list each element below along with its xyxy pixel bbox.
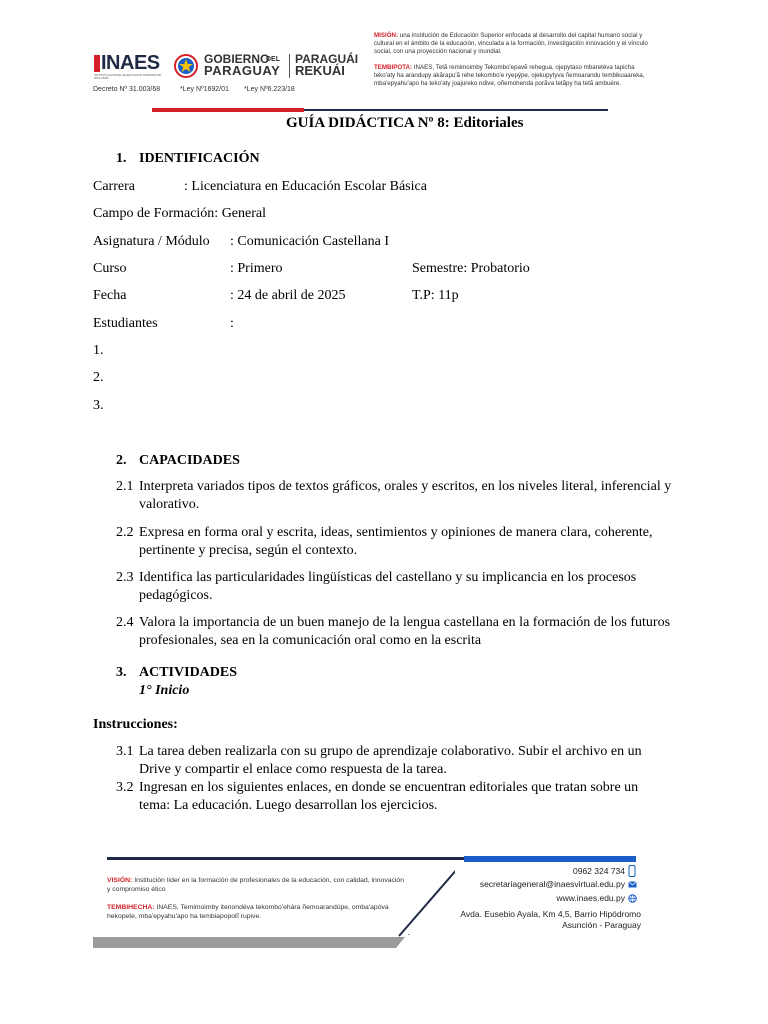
decreto-text: Decreto Nº 31.003/68 — [93, 86, 161, 93]
ley-1692-text: *Ley Nº1692/01 — [180, 86, 229, 93]
footer-gray-bar — [93, 934, 433, 950]
tembihecha-label: TEMBIHECHA: — [107, 904, 155, 911]
asignatura-label: Asignatura / Módulo — [93, 234, 210, 249]
capacidad-number: 2.4 — [116, 615, 134, 630]
carrera-label: Carrera — [93, 179, 135, 194]
contact-phone — [573, 866, 625, 877]
vision-block — [107, 876, 407, 894]
paraguay-text: PARAGUAY — [204, 63, 281, 78]
vision-label: VISIÓN: — [107, 877, 133, 884]
ley-6223-text: *Ley Nº6.223/18 — [244, 86, 295, 93]
globe-icon — [628, 894, 637, 903]
section-3-subtitle: 1° Inicio — [139, 683, 190, 698]
mision-text: una institución de Educación Superior enfocada al desarrollo del capital humano social y cultural en el ámbito de la educación, vinculada a la formación, investigación innovación y el vínculo social, con una proyección nacional y mundial. — [374, 32, 648, 55]
header-rule-navy — [304, 109, 608, 111]
instruccion-text: La tarea deben realizarla con su grupo de aprendizaje colaborativo. Subir el archivo en un Drive y compartir el enlace como respuesta de la tarea. — [139, 744, 642, 777]
asignatura-value: : Comunicación Castellana I — [230, 234, 390, 249]
paraguai-text: PARAGUÁI — [295, 52, 359, 66]
web-link[interactable]: www.inaes.edu.py — [556, 893, 625, 903]
tembipota-label: TEMBIPOTA: — [374, 64, 413, 71]
capacidad-text: Valora la importancia de un buen manejo de la lengua castellana en la formación de los futuros profesionales, sea en la comunicación oral como en la escrita — [139, 615, 671, 648]
address-line-2: Asunción - Paraguay — [562, 920, 641, 930]
carrera-value: : Licenciatura en Educación Escolar Básica — [184, 179, 427, 194]
inaes-logo — [94, 52, 166, 82]
estudiantes-label: Estudiantes — [93, 316, 158, 331]
inaes-logo-subtitle: INSTITUTO NACIONAL DE EDUCACIÓN SUPERIOR DR. RAUL PEÑA — [94, 74, 162, 80]
instruccion-number: 3.1 — [116, 744, 134, 759]
address-line-1: Avda. Eusebio Ayala, Km 4,5, Barrio Hipódromo — [460, 909, 641, 919]
capacidad-text: Expresa en forma oral y escrita, ideas, sentimientos y opiniones de manera clara, coherente, pertinente y precisa, según el contexto. — [139, 525, 653, 558]
contact-address — [460, 909, 641, 931]
header-rule-red — [152, 108, 304, 112]
gobierno-logo — [174, 52, 364, 82]
capacidad-number: 2.2 — [116, 525, 134, 540]
tembihecha-text: INAES, Temimoimby itenondéva tekombo'ehára ñemoarandúpe, omba'apóva hekopete, mba'epyahu'apo ha tembiapopotĩ rupive. — [107, 904, 389, 920]
section-1-title: IDENTIFICACIÓN — [139, 151, 260, 166]
student-1: 1. — [93, 343, 104, 358]
instruccion-text: Ingresan en los siguientes enlaces, en donde se encuentran editoriales que tratan sobre un tema: La educación. Luego desarrollan los ejercicios. — [139, 780, 639, 813]
student-3: 3. — [93, 398, 104, 413]
section-2-number: 2. — [116, 453, 127, 468]
curso-value: : Primero — [230, 261, 283, 276]
mision-label: MISIÓN: — [374, 32, 399, 39]
instruccion-number: 3.2 — [116, 780, 134, 795]
inaes-logo-text: INAES — [101, 52, 160, 74]
mision-block — [374, 32, 656, 55]
star-emblem-icon — [174, 54, 198, 78]
footer-rule-blue — [464, 856, 636, 862]
capacidad-number: 2.1 — [116, 479, 134, 494]
rekuai-text: REKUÁI — [295, 63, 345, 78]
capacidad-text: Identifica las particularidades lingüísticas del castellano y su implicancia en los procesos pedagógicos. — [139, 570, 637, 603]
tembipota-block — [374, 64, 656, 87]
semestre-value: Semestre: Probatorio — [412, 261, 530, 276]
phone-icon — [628, 865, 636, 877]
campo-formacion: Campo de Formación: General — [93, 206, 267, 221]
fecha-value: : 24 de abril de 2025 — [230, 288, 346, 303]
footer-diagonal-line — [395, 858, 455, 938]
contact-web — [556, 893, 625, 904]
inaes-logo-mark — [94, 55, 100, 72]
curso-label: Curso — [93, 261, 127, 276]
email-link[interactable]: secretariageneral@inaesvirtual.edu.py — [479, 879, 625, 889]
document-title: GUÍA DIDÁCTICA Nº 8: Editoriales — [286, 115, 524, 131]
phone-text: 0962 324 734 — [573, 866, 625, 876]
section-3-number: 3. — [116, 665, 127, 680]
tp-value: T.P: 11p — [412, 288, 459, 303]
vision-text: Institución líder en la formación de profesionales de la educación, con calidad, innovación y compromiso ético — [107, 877, 404, 893]
student-2: 2. — [93, 370, 104, 385]
tembihecha-block — [107, 903, 407, 921]
gobierno-del-text: DEL — [266, 56, 280, 63]
gobierno-text: GOBIERNO — [204, 52, 270, 66]
email-icon — [628, 881, 637, 888]
section-2-title: CAPACIDADES — [139, 453, 240, 468]
estudiantes-value: : — [230, 316, 234, 331]
contact-email — [480, 879, 625, 890]
fecha-label: Fecha — [93, 288, 127, 303]
section-1-number: 1. — [116, 151, 127, 166]
tembipota-text: INAES, Tetã remimoimby Tekombo'epavẽ rehegua, ojepytaso mbaretéva tapicha teko'aty ha arandupy akãrapu'ã rehe tekombo'e ryepýpe, ojekupytyva ñemoarandu tembikuaareka, mba'epyahu'apo ha teko'aty joajureko ndive, oñemohenda porãva tetãpy ha tetã ambuére. — [374, 64, 645, 87]
instrucciones-heading: Instrucciones: — [93, 717, 178, 732]
section-3-title: ACTIVIDADES — [139, 665, 238, 680]
capacidad-number: 2.3 — [116, 570, 134, 585]
logo-divider — [289, 54, 290, 78]
capacidad-text: Interpreta variados tipos de textos gráficos, orales y escritos, en los niveles literal, inferencial y valorativo. — [139, 479, 672, 512]
